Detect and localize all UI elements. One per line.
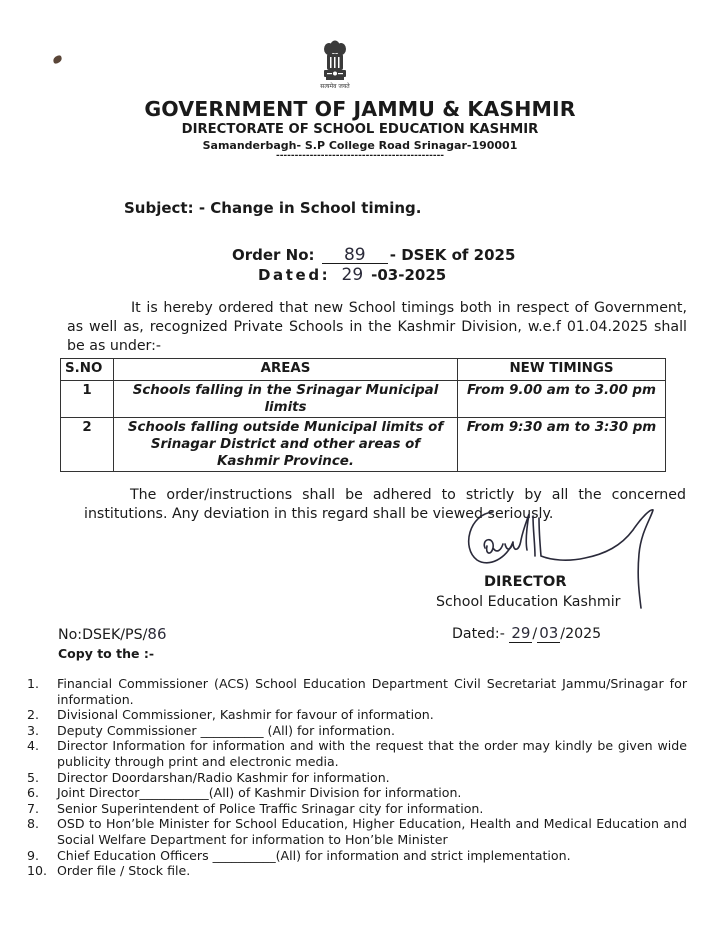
list-item: 5. Director Doordarshan/Radio Kashmir for information. <box>27 769 390 785</box>
table-row <box>61 381 666 418</box>
order-date-line <box>258 265 446 285</box>
order-number-line <box>232 246 515 264</box>
row-area: Schools falling in the Srinagar Municipal limits <box>114 381 458 418</box>
list-item: 8. OSD to Hon’ble Minister for School Education, Higher Education, Health and Medical Education and Social Welfare Department for information to Hon’ble Minister <box>27 816 687 847</box>
reference-number-label: No:DSEK/PS/ <box>58 627 148 643</box>
reference-date <box>452 624 601 642</box>
list-item: 3. Deputy Commissioner __________ (All) for information. <box>27 722 396 738</box>
header-divider: --------------------------------------------- <box>275 151 445 161</box>
subject-line: Subject: - Change in School timing. <box>124 199 422 217</box>
reference-date-separator: / <box>532 626 538 642</box>
signatory-office: School Education Kashmir <box>436 594 621 610</box>
order-number-handwritten: 89 <box>343 245 366 265</box>
table-row <box>61 418 666 472</box>
row-area: Schools falling outside Municipal limits of Srinagar District and other areas of Kashmir Province. <box>114 418 458 472</box>
list-item: 10. Order file / Stock file. <box>27 863 191 879</box>
signatory-title: DIRECTOR <box>484 574 567 590</box>
intro-paragraph: It is hereby ordered that new School timings both in respect of Government, as well as, recognized Private Schools in the Kashmir Division, w.e.f 01.04.2025 shall be as under:- <box>67 300 687 354</box>
dated-label: Dated: <box>258 266 331 284</box>
order-suffix: - DSEK of 2025 <box>389 246 516 264</box>
reference-number <box>58 625 167 643</box>
row-sno: 1 <box>61 381 114 418</box>
list-item: 7. Senior Superintendent of Police Traffic Srinagar city for information. <box>27 800 484 816</box>
row-sno: 2 <box>61 418 114 472</box>
order-number-field <box>322 247 388 264</box>
list-item: 6. Joint Director___________(All) of Kashmir Division for information. <box>27 785 462 801</box>
table-header-row <box>61 359 666 381</box>
svg-text:सत्यमेव जयते: सत्यमेव जयते <box>320 83 350 90</box>
list-item: 2. Divisional Commissioner, Kashmir for favour of information. <box>27 707 434 723</box>
header-address: Samanderbagh- S.P College Road Srinagar-190001 <box>202 139 518 152</box>
row-timing: From 9:30 am to 3:30 pm <box>458 418 666 472</box>
dated-rest: -03-2025 <box>371 266 447 284</box>
reference-number-handwritten: 86 <box>147 625 167 643</box>
copy-to-list <box>27 676 687 879</box>
list-item: 1. Financial Commissioner (ACS) School Education Department Civil Secretariat Jammu/Srinagar for information. <box>27 676 687 707</box>
copy-to-label: Copy to the :- <box>58 646 155 661</box>
reference-dated-label: Dated:- <box>452 626 510 642</box>
column-header-areas: AREAS <box>114 359 458 381</box>
closing-paragraph: The order/instructions shall be adhered to strictly by all the concerned institutions. Any deviation in this regard shall be viewed seriously. <box>84 487 686 522</box>
list-item: 9. Chief Education Officers __________(All) for information and strict implementation. <box>27 847 571 863</box>
dated-day-handwritten: 29 <box>341 265 364 285</box>
reference-day-handwritten: 29 <box>511 624 531 642</box>
header-title: GOVERNMENT OF JAMMU & KASHMIR <box>144 97 576 121</box>
list-item: 4. Director Information for information and with the request that the order may kindly be given wide publicity through print and electronic media. <box>27 738 687 769</box>
timings-table <box>60 358 666 472</box>
ink-speck <box>52 55 63 65</box>
reference-year: /2025 <box>560 626 602 642</box>
header-subtitle: DIRECTORATE OF SCHOOL EDUCATION KASHMIR <box>181 122 539 137</box>
row-timing: From 9.00 am to 3.00 pm <box>458 381 666 418</box>
national-emblem-icon <box>319 40 351 92</box>
column-header-sno: S.NO <box>61 359 114 381</box>
reference-month-handwritten: 03 <box>539 624 559 642</box>
order-label: Order No: <box>232 246 315 264</box>
column-header-new-timings: NEW TIMINGS <box>458 359 666 381</box>
